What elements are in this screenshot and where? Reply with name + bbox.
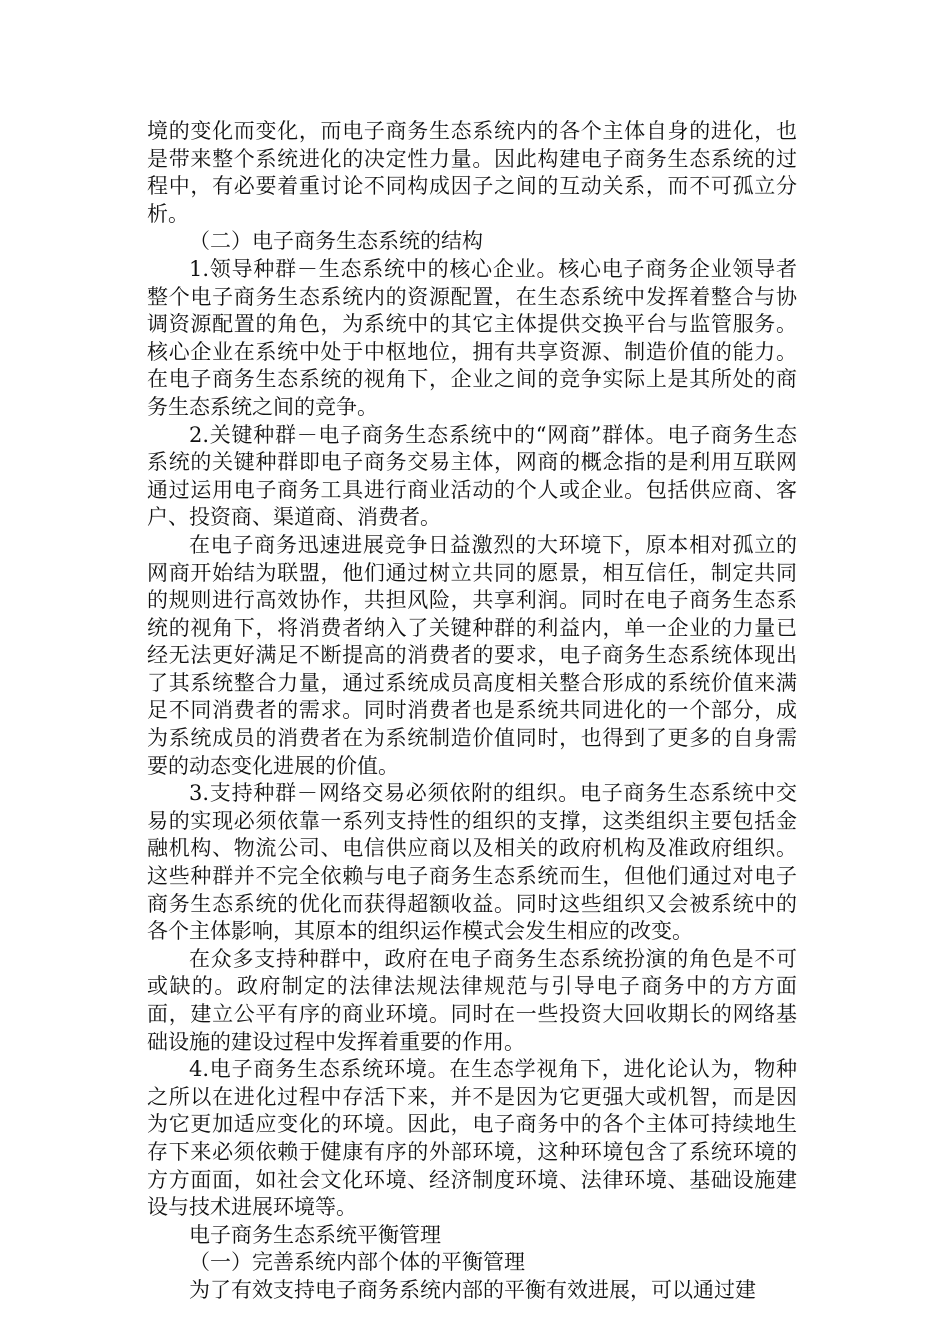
paragraph-key-population: 2.关键种群－电子商务生态系统中的“网商”群体。电子商务生态系统的关键种群即电子商务交易主体，网商的概念指的是利用互联网通过运用电子商务工具进行商业活动的个人或企业。包括供应商、客户、投资商、渠道商、消费者。 [147,422,797,530]
document-page [147,118,797,1305]
paragraph-government-role: 在众多支持种群中，政府在电子商务生态系统扮演的角色是不可或缺的。政府制定的法律法规法律规范与引导电子商务中的方方面面，建立公平有序的商业环境。同时在一些投资大回收期长的网络基础设施的建设过程中发挥着重要的作用。 [147,946,797,1054]
subsection-heading-internal-balance: （一）完善系统内部个体的平衡管理 [189,1250,525,1275]
paragraph-system-environment: 4.电子商务生态系统环境。在生态学视角下，进化论认为，物种之所以在进化过程中存活下来，并不是因为它更强大或机智，而是因为它更加适应变化的环境。因此，电子商务中的各个主体可持续地生存下来必须依赖于健康有序的外部环境，这种环境包含了系统环境的方方面面，如社会文化环境、经济制度环境、法律环境、基础设施建设与技术进展环境等。 [147,1057,797,1220]
paragraph-support-population: 3.支持种群－网络交易必须依附的组织。电子商务生态系统中交易的实现必须依靠一系列支持性的组织的支撑，这类组织主要包括金融机构、物流公司、电信供应商以及相关的政府机构及准政府组织。这些种群并不完全依赖与电子商务生态系统而生，但他们通过对电子商务生态系统的优化而获得超额收益。同时这些组织又会被系统中的各个主体影响，其原本的组织运作模式会发生相应的改变。 [147,781,797,944]
paragraph-truncated: 为了有效支持电子商务系统内部的平衡有效进展，可以通过建 [189,1277,756,1302]
paragraph-continuation: 境的变化而变化，而电子商务生态系统内的各个主体自身的进化，也是带来整个系统进化的决定性力量。因此构建电子商务生态系统的过程中，有必要着重讨论不同构成因子之间的互动关系，而不可孤立分析。 [147,119,797,226]
section-heading-structure: （二）电子商务生态系统的结构 [189,229,483,254]
paragraph-merchant-alliance: 在电子商务迅速进展竞争日益激烈的大环境下，原本相对孤立的网商开始结为联盟，他们通过树立共同的愿景，相互信任，制定共同的规则进行高效协作，共担风险，共享利润。同时在电子商务生态系统的视角下，将消费者纳入了关键种群的利益内，单一企业的力量已经无法更好满足不断提高的消费者的要求，电子商务生态系统体现出了其系统整合力量，通过系统成员高度相关整合形成的系统价值来满足不同消费者的需求。同时消费者也是系统共同进化的一个部分，成为系统成员的消费者在为系统制造价值同时，也得到了更多的自身需要的动态变化进展的价值。 [147,532,797,778]
section-heading-balance-management: 电子商务生态系统平衡管理 [189,1222,441,1247]
paragraph-leading-population: 1.领导种群－生态系统中的核心企业。核心电子商务企业领导者整个电子商务生态系统内的资源配置，在生态系统中发挥着整合与协调资源配置的角色，为系统中的其它主体提供交换平台与监管服务。核心企业在系统中处于中枢地位，拥有共享资源、制造价值的能力。在电子商务生态系统的视角下，企业之间的竞争实际上是其所处的商务生态系统之间的竞争。 [147,256,797,419]
